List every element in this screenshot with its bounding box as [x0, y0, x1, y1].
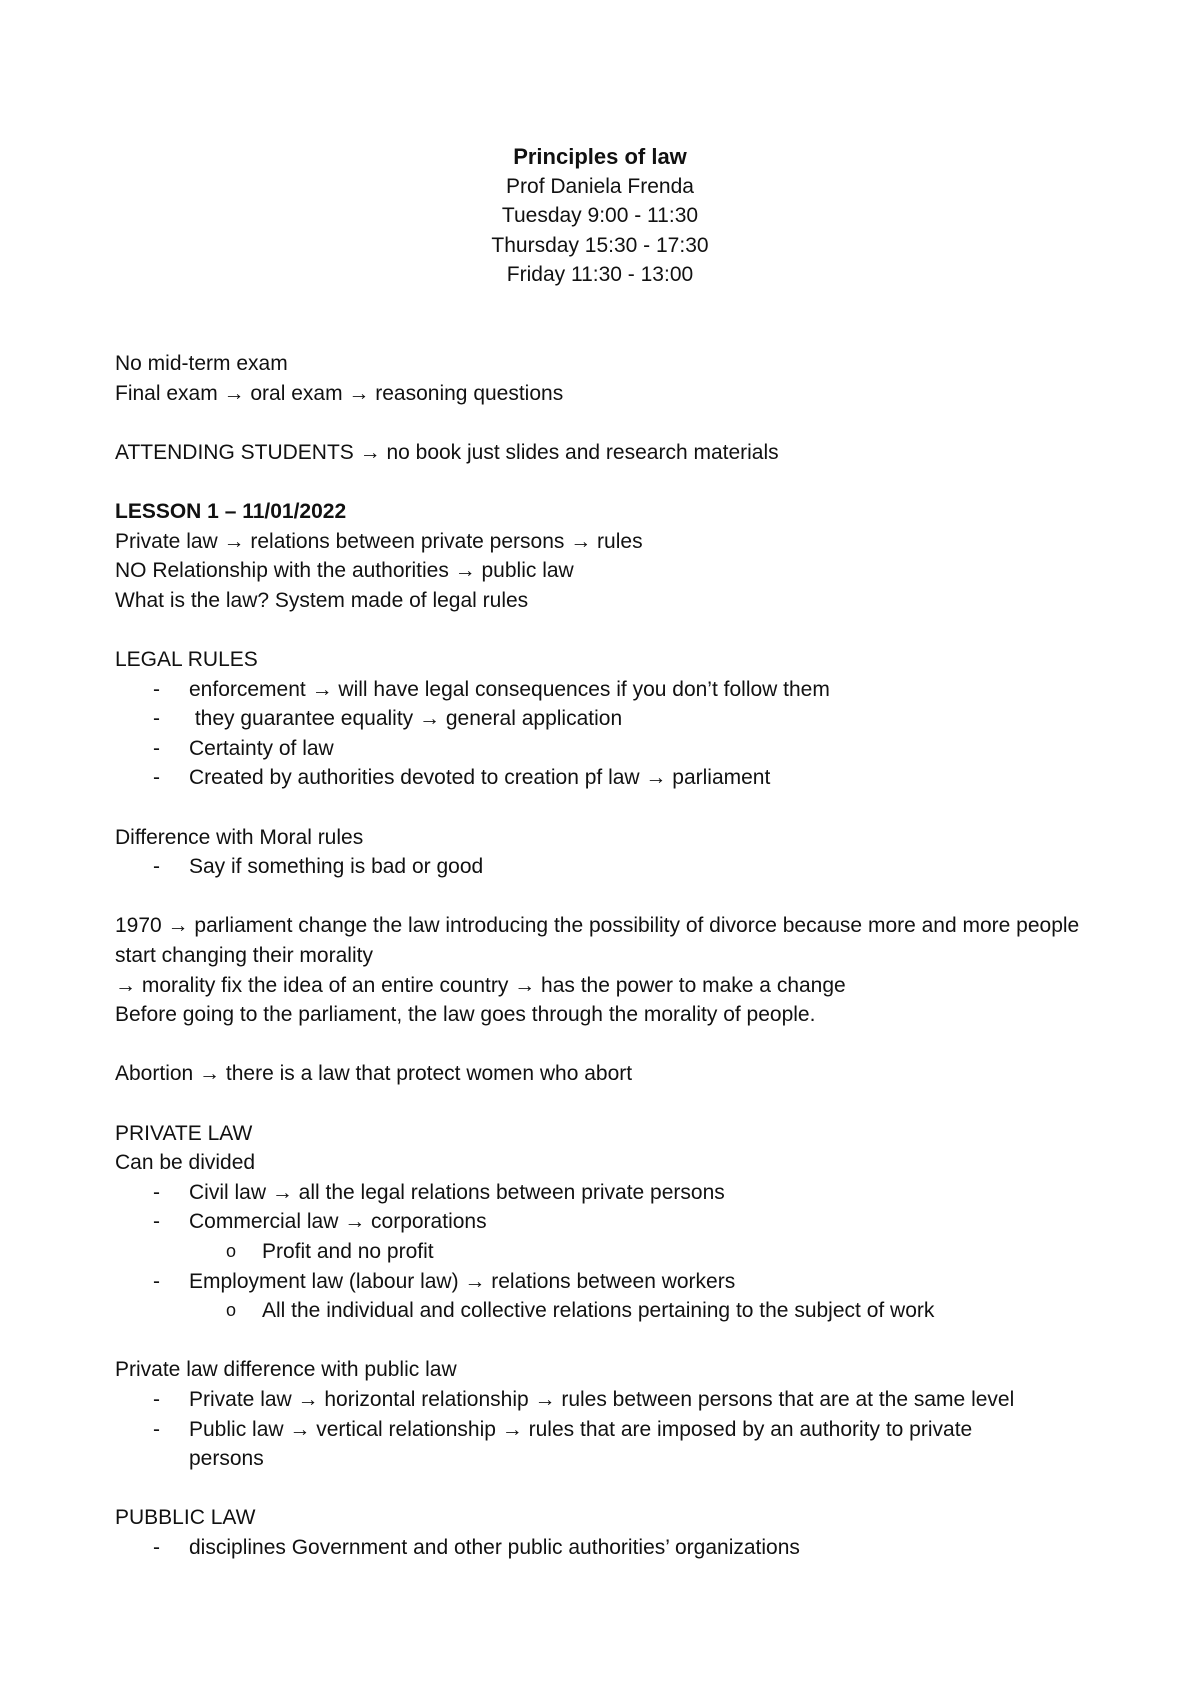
circle-marker: o	[226, 1300, 237, 1321]
section-intro: Can be divided	[115, 1151, 256, 1175]
exam-note: No mid-term exam	[115, 352, 288, 376]
dash-marker: -	[153, 1387, 160, 1411]
dash-marker: -	[153, 1417, 160, 1441]
list-item: - Certainty of law	[115, 734, 1100, 764]
list-item: - disciplines Government and other public authorities’ organizations	[115, 1533, 1100, 1563]
lesson-line: Private law → relations between private persons → rules	[115, 529, 643, 553]
lesson-line: What is the law? System made of legal rules	[115, 588, 529, 612]
paragraph: 1970 → parliament change the law introducing the possibility of divorce because more and more people start changing their morality	[115, 914, 1080, 968]
section-heading: PUBBLIC LAW	[115, 1506, 256, 1530]
lesson-heading: LESSON 1 – 11/01/2022	[115, 500, 347, 524]
document-header	[100, 142, 1100, 290]
list-item: - enforcement → will have legal consequences if you don’t follow them	[115, 675, 1100, 705]
circle-marker: o	[226, 1240, 237, 1261]
dash-marker: -	[153, 1269, 160, 1293]
paragraph: Before going to the parliament, the law goes through the morality of people.	[115, 1003, 816, 1027]
section-heading: LEGAL RULES	[115, 648, 258, 672]
list-item: - Private law → horizontal relationship → rules between persons that are at the same level	[115, 1385, 1100, 1415]
list-item: - Say if something is bad or good	[115, 852, 1100, 882]
section-heading: Private law difference with public law	[115, 1358, 457, 1382]
dash-marker: -	[153, 707, 160, 731]
list-item: - Civil law → all the legal relations between private persons	[115, 1178, 1100, 1208]
list-item: - they guarantee equality → general application	[115, 704, 1100, 734]
dash-marker: -	[153, 1535, 160, 1559]
sub-list-item: o All the individual and collective relations pertaining to the subject of work	[115, 1296, 1100, 1326]
section-heading: Difference with Moral rules	[115, 825, 364, 849]
dash-marker: -	[153, 1210, 160, 1234]
list-item: - Public law → vertical relationship → rules that are imposed by an authority to private persons	[115, 1415, 1100, 1474]
paragraph: Abortion → there is a law that protect women who abort	[115, 1062, 633, 1086]
dash-marker: -	[153, 855, 160, 879]
dash-marker: -	[153, 736, 160, 760]
professor-name: Prof Daniela Frenda	[506, 174, 694, 198]
schedule-line: Friday 11:30 - 13:00	[506, 263, 694, 287]
dash-marker: -	[153, 766, 160, 790]
document-title: Principles of law	[513, 144, 687, 169]
dash-marker: -	[153, 677, 160, 701]
dash-marker: -	[153, 1180, 160, 1204]
section-heading: PRIVATE LAW	[115, 1121, 253, 1145]
paragraph: → morality fix the idea of an entire country → has the power to make a change	[115, 973, 846, 997]
schedule-line: Tuesday 9:00 - 11:30	[501, 204, 699, 228]
lesson-line: NO Relationship with the authorities → public law	[115, 559, 574, 583]
schedule-line: Thursday 15:30 - 17:30	[491, 233, 709, 257]
list-item: - Employment law (labour law) → relations between workers	[115, 1267, 1100, 1297]
list-item: - Created by authorities devoted to creation pf law → parliament	[115, 763, 1100, 793]
exam-note: Final exam → oral exam → reasoning questions	[115, 381, 564, 405]
sub-list-item: o Profit and no profit	[115, 1237, 1100, 1267]
attending-note: ATTENDING STUDENTS → no book just slides and research materials	[115, 440, 779, 464]
list-item: - Commercial law → corporations	[115, 1207, 1100, 1237]
